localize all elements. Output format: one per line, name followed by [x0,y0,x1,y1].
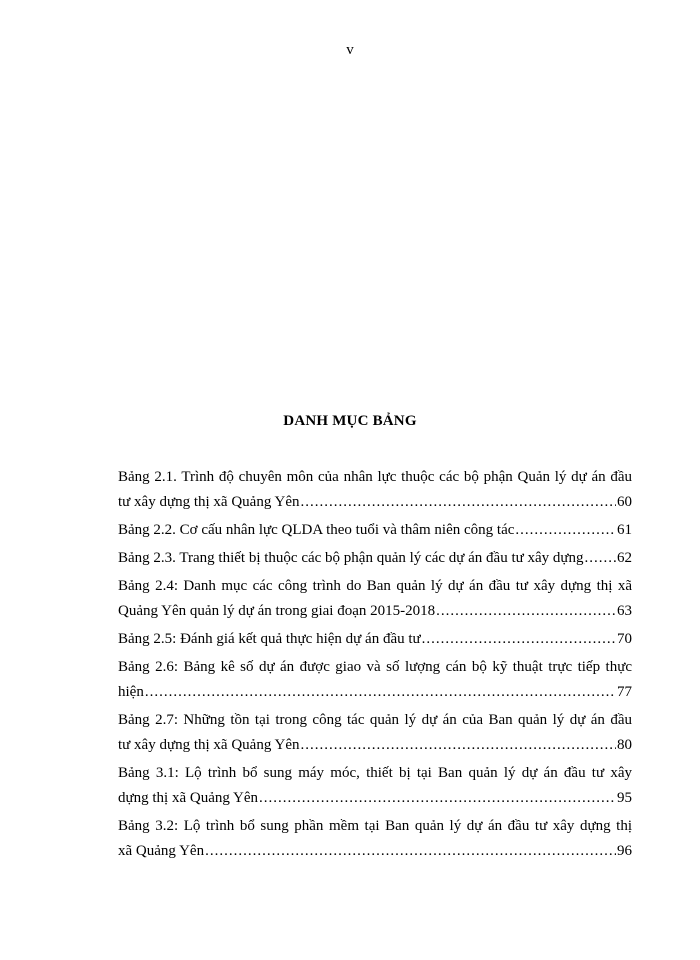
dot-leader [259,786,616,811]
list-title: DANH MỤC BẢNG [283,413,417,429]
toc-entry-page: 63 [617,603,632,619]
toc-entry-page: 95 [617,790,632,806]
dot-leader [515,518,616,543]
toc-entry-2-3[interactable] [118,546,632,571]
table-list [118,465,632,867]
toc-entry-text: Bảng 3.2: Lộ trình bổ sung phần mềm tại Ban quản lý dự án đầu tư xây dựng thị [118,818,632,834]
toc-entry-tail: xã Quảng Yên [118,843,205,859]
toc-entry-page: 96 [617,843,632,859]
toc-entry-tail: tư xây dựng thị xã Quảng Yên [118,737,300,753]
toc-entry-page: 62 [617,550,632,566]
toc-entry-2-4[interactable] [118,574,632,624]
toc-entry-page: 80 [617,737,632,753]
toc-entry-text: Bảng 2.1. Trình độ chuyên môn của nhân lực thuộc các bộ phận Quản lý dự án đầu [118,469,632,485]
toc-entry-page: 70 [617,631,632,647]
toc-entry-2-7[interactable] [118,708,632,758]
toc-entry-tail: Bảng 2.3. Trang thiết bị thuộc các bộ phận quản lý các dự án đầu tư xây dựng [118,550,584,566]
toc-entry-text: Bảng 2.6: Bảng kê số dự án được giao và số lượng cán bộ kỹ thuật trực tiếp thực [118,659,632,675]
toc-entry-tail: tư xây dựng thị xã Quảng Yên [118,494,300,510]
toc-entry-tail: dựng thị xã Quảng Yên [118,790,259,806]
toc-entry-tail: hiện [118,684,144,700]
toc-entry-page: 77 [617,684,632,700]
dot-leader [301,490,616,515]
toc-entry-tail: Quảng Yên quản lý dự án trong giai đoạn 2015-2018 [118,603,436,619]
toc-entry-3-2[interactable] [118,814,632,864]
toc-entry-2-6[interactable] [118,655,632,705]
toc-entry-page: 61 [617,522,632,538]
toc-entry-2-2[interactable] [118,518,632,543]
toc-entry-text: Bảng 3.1: Lộ trình bổ sung máy móc, thiết bị tại Ban quản lý dự án đầu tư xây [118,765,632,781]
dot-leader [301,733,616,758]
toc-entry-text: Bảng 2.4: Danh mục các công trình do Ban quản lý dự án đầu tư xây dựng thị xã [118,578,632,594]
toc-entry-2-1[interactable] [118,465,632,515]
toc-entry-3-1[interactable] [118,761,632,811]
dot-leader [145,680,616,705]
toc-entry-tail: Bảng 2.5: Đánh giá kết quả thực hiện dự án đầu tư [118,631,421,647]
dot-leader [205,839,616,864]
page-number: v [346,42,354,58]
toc-entry-2-5[interactable] [118,627,632,652]
dot-leader [436,599,616,624]
dot-leader [585,546,616,571]
toc-entry-tail: Bảng 2.2. Cơ cấu nhân lực QLDA theo tuổi và thâm niên công tác [118,522,515,538]
dot-leader [422,627,616,652]
toc-entry-page: 60 [617,494,632,510]
toc-entry-text: Bảng 2.7: Những tồn tại trong công tác quản lý dự án của Ban quản lý dự án đầu [118,712,632,728]
